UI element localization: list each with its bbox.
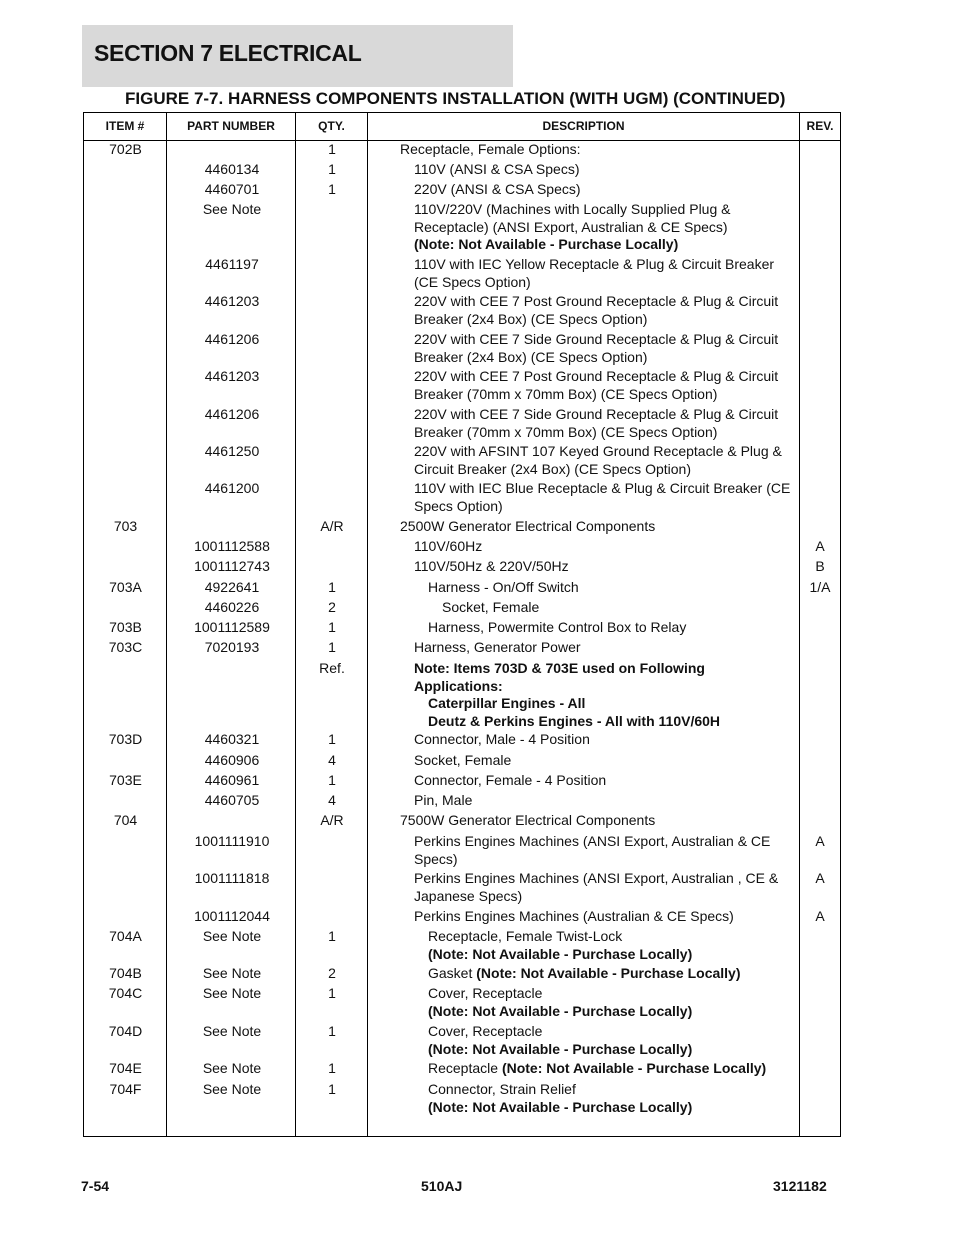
item-number: 703A: [109, 579, 142, 595]
quantity: 1: [328, 579, 336, 595]
description-note: Caterpillar Engines - All: [428, 695, 586, 711]
part-number: See Note: [202, 928, 262, 944]
quantity: 1: [328, 772, 336, 788]
quantity: 1: [328, 161, 336, 177]
description-line: Harness, Generator Power: [414, 639, 581, 655]
part-number: 4460226: [204, 599, 260, 615]
column-divider: [799, 113, 800, 1136]
description-note: (Note: Not Available - Purchase Locally): [428, 1002, 693, 1019]
description: [400, 141, 796, 159]
description-line: 110V/60Hz: [414, 538, 483, 554]
document-number: 3121182: [773, 1178, 827, 1194]
revision: A: [815, 870, 825, 886]
description-line: Breaker (2x4 Box) (CE Specs Option): [414, 310, 648, 327]
part-number: See Note: [202, 1023, 262, 1039]
description: [400, 256, 796, 291]
part-number: 1001111818: [194, 870, 270, 886]
description-line: Breaker (70mm x 70mm Box) (CE Specs Option): [414, 385, 718, 402]
part-number: 4461200: [204, 480, 260, 496]
description: [400, 833, 796, 868]
description-note: Deutz & Perkins Engines - All with 110V/60H: [428, 712, 721, 729]
quantity: 2: [328, 965, 336, 981]
description: [400, 965, 824, 983]
description: [400, 908, 796, 926]
revision: B: [815, 558, 825, 574]
description: [400, 792, 796, 810]
revision: A: [815, 908, 825, 924]
description-line: Connector, Female - 4 Position: [414, 772, 607, 788]
description-line: Receptacle, Female Twist-Lock: [428, 928, 623, 944]
description-line: 220V with CEE 7 Post Ground Receptacle & Plug & Circuit: [414, 293, 779, 309]
description-line: Connector, Male - 4 Position: [414, 731, 590, 747]
description-line: 220V with AFSINT 107 Keyed Ground Receptacle & Plug &: [414, 443, 782, 459]
part-number: 1001111910: [194, 833, 270, 849]
item-number: 704B: [109, 965, 142, 981]
part-number: 4460321: [204, 731, 260, 747]
quantity: 4: [328, 792, 336, 808]
description-line: Perkins Engines Machines (ANSI Export, Australian , CE &: [414, 870, 779, 886]
part-number: 4922641: [204, 579, 260, 595]
description: [400, 660, 796, 730]
item-number: 704E: [109, 1060, 142, 1076]
quantity: 1: [328, 985, 336, 1001]
description-line: Socket, Female: [442, 599, 540, 615]
description-line: 220V with CEE 7 Side Ground Receptacle & Plug & Circuit: [414, 406, 779, 422]
description: [400, 201, 796, 254]
description: [400, 518, 796, 536]
part-number: 4461203: [204, 293, 260, 309]
description-line: 220V with CEE 7 Side Ground Receptacle & Plug & Circuit: [414, 331, 779, 347]
description: [400, 1081, 796, 1116]
description: [400, 619, 796, 637]
description: [400, 812, 796, 830]
description-line: 110V (ANSI & CSA Specs): [414, 161, 580, 177]
description-line: (CE Specs Option): [414, 273, 531, 290]
item-number: 703: [113, 518, 138, 534]
revision: A: [815, 538, 825, 554]
quantity: 1: [328, 1081, 336, 1097]
item-number: 703B: [109, 619, 142, 635]
description-note: (Note: Not Available - Purchase Locally): [428, 945, 693, 962]
description-line: Connector, Strain Relief: [428, 1081, 576, 1097]
part-number: 4461203: [204, 368, 260, 384]
description-line: Specs Option): [414, 497, 503, 514]
description-line: Japanese Specs): [414, 887, 523, 904]
description-line: Harness - On/Off Switch: [428, 579, 579, 595]
description: [400, 599, 796, 617]
part-number: 1001112044: [194, 908, 270, 924]
description-line: Cover, Receptacle: [428, 985, 543, 1001]
quantity: 1: [328, 1060, 336, 1076]
description: [400, 406, 796, 441]
quantity: 4: [328, 752, 336, 768]
description: [400, 579, 796, 597]
description: [400, 928, 796, 963]
description-line: 110V/220V (Machines with Locally Supplied Plug &: [414, 201, 731, 217]
description: [400, 752, 796, 770]
section-title: SECTION 7 ELECTRICAL: [94, 40, 362, 66]
item-number: 703E: [109, 772, 142, 788]
quantity: 1: [328, 181, 336, 197]
item-number: 704F: [109, 1081, 142, 1097]
header-rev: REV.: [806, 119, 834, 133]
description: [400, 293, 796, 328]
part-number: 1001112588: [194, 538, 270, 554]
item-number: 703D: [108, 731, 143, 747]
description: [400, 1023, 796, 1058]
description: [400, 368, 796, 403]
parts-table: [83, 112, 841, 1137]
quantity: 1: [328, 1023, 336, 1039]
part-number: 1001112743: [194, 558, 270, 574]
part-number: See Note: [202, 1060, 262, 1076]
description-line: Receptacle) (ANSI Export, Australian & CE Specs): [414, 218, 728, 235]
part-number: 4460906: [204, 752, 260, 768]
description-note: (Note: Not Available - Purchase Locally): [428, 1098, 693, 1115]
quantity: A/R: [320, 518, 344, 534]
description-line: Gasket: [428, 965, 477, 981]
description-line: Harness, Powermite Control Box to Relay: [428, 619, 687, 635]
description: [400, 558, 796, 576]
description: [400, 443, 796, 478]
quantity: 1: [328, 731, 336, 747]
item-number: 704A: [109, 928, 142, 944]
description-line: 110V with IEC Yellow Receptacle & Plug & Circuit Breaker: [414, 256, 775, 272]
description-line: 220V with CEE 7 Post Ground Receptacle & Plug & Circuit: [414, 368, 779, 384]
part-number: See Note: [202, 201, 262, 217]
description: [400, 731, 796, 749]
item-number: 704C: [108, 985, 143, 1001]
description-line: Socket, Female: [414, 752, 512, 768]
description: [400, 1060, 824, 1078]
quantity: 1: [328, 141, 336, 157]
description: [400, 772, 796, 790]
part-number: 7020193: [204, 639, 260, 655]
description: [400, 331, 796, 366]
quantity: Ref.: [319, 660, 345, 676]
part-number: See Note: [202, 985, 262, 1001]
item-number: 703C: [108, 639, 143, 655]
quantity: A/R: [320, 812, 344, 828]
part-number: 4461206: [204, 331, 260, 347]
description-line: Perkins Engines Machines (ANSI Export, Australian & CE: [414, 833, 771, 849]
description-note: (Note: Not Available - Purchase Locally): [501, 1060, 767, 1076]
revision: 1/A: [809, 579, 831, 595]
part-number: 4460134: [204, 161, 260, 177]
part-number: 4461206: [204, 406, 260, 422]
page-number: 7-54: [81, 1178, 110, 1194]
quantity: 2: [328, 599, 336, 615]
description: [400, 480, 796, 515]
description-line: Circuit Breaker (2x4 Box) (CE Specs Option): [414, 460, 691, 477]
description-note: Note: Items 703D & 703E used on Following: [414, 660, 705, 676]
description-line: Perkins Engines Machines (Australian & CE Specs): [414, 908, 734, 924]
description-note: (Note: Not Available - Purchase Locally): [428, 1040, 693, 1057]
header-item: ITEM #: [105, 119, 145, 133]
part-number: 4461250: [204, 443, 260, 459]
description-line: 220V (ANSI & CSA Specs): [414, 181, 581, 197]
item-number: 702B: [109, 141, 142, 157]
description-line: Pin, Male: [414, 792, 473, 808]
item-number: 704: [113, 812, 138, 828]
quantity: 1: [328, 639, 336, 655]
description: [400, 161, 796, 179]
description: [400, 985, 796, 1020]
description-line: 110V/50Hz & 220V/50Hz: [414, 558, 569, 574]
description-line: Specs): [414, 850, 458, 867]
part-number: See Note: [202, 1081, 262, 1097]
figure-title: FIGURE 7-7. HARNESS COMPONENTS INSTALLATION (WITH UGM) (CONTINUED): [125, 89, 786, 108]
revision: A: [815, 833, 825, 849]
part-number: 4460961: [204, 772, 260, 788]
description: [400, 538, 796, 556]
part-number: 4461197: [205, 256, 259, 272]
description: [400, 639, 796, 657]
part-number: 4460705: [204, 792, 260, 808]
model-name: 510AJ: [421, 1178, 463, 1194]
description-line: 7500W Generator Electrical Components: [400, 812, 656, 828]
description-line: 2500W Generator Electrical Components: [400, 518, 656, 534]
part-number: 4460701: [204, 181, 260, 197]
header-description: DESCRIPTION: [542, 119, 625, 133]
description-note: (Note: Not Available - Purchase Locally): [476, 965, 741, 981]
part-number: 1001112589: [194, 619, 270, 635]
quantity: 1: [328, 928, 336, 944]
item-number: 704D: [108, 1023, 143, 1039]
description-line: 110V with IEC Blue Receptacle & Plug & Circuit Breaker (CE: [414, 480, 791, 496]
header-part-number: PART NUMBER: [187, 119, 275, 133]
description-line: Breaker (2x4 Box) (CE Specs Option): [414, 348, 648, 365]
description-note: Applications:: [414, 677, 503, 694]
part-number: See Note: [202, 965, 262, 981]
description-line: Breaker (70mm x 70mm Box) (CE Specs Option): [414, 423, 718, 440]
description-note: (Note: Not Available - Purchase Locally): [414, 236, 679, 252]
quantity: 1: [328, 619, 336, 635]
description: [400, 870, 796, 905]
description: [400, 181, 796, 199]
description-line: Receptacle, Female Options:: [400, 141, 581, 157]
description-line: Receptacle: [428, 1060, 502, 1076]
header-qty: QTY.: [318, 119, 345, 133]
description-line: Cover, Receptacle: [428, 1023, 543, 1039]
